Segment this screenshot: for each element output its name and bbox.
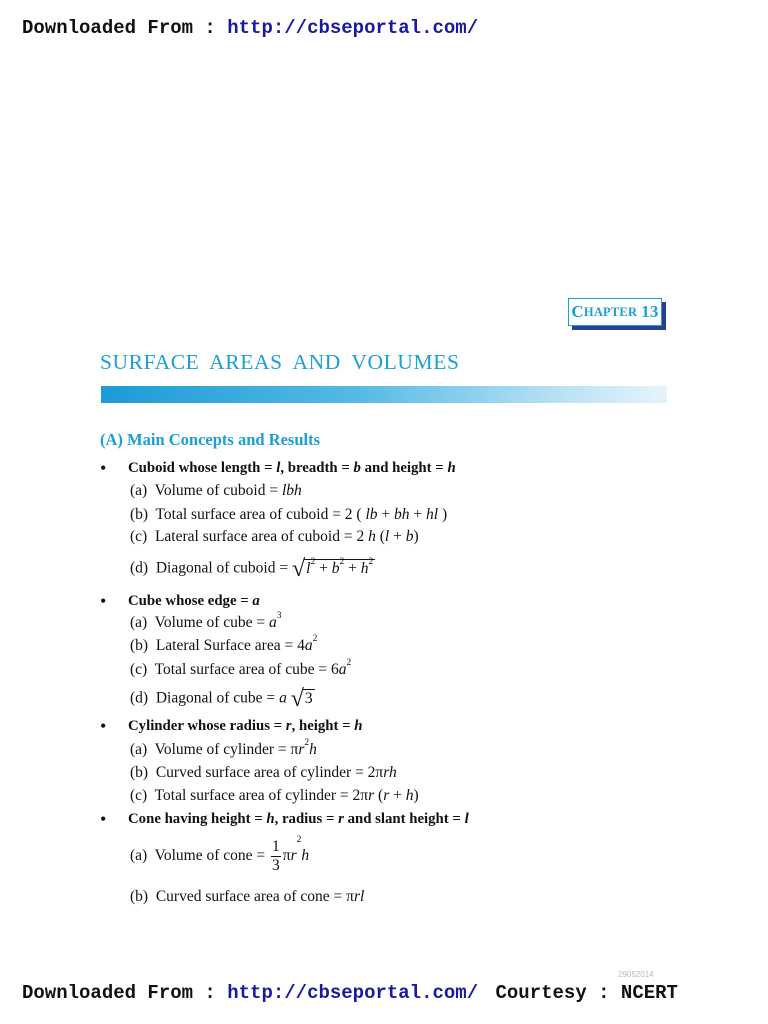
cube-item-d: (d) Diagonal of cube = a √3 <box>130 686 313 712</box>
footer-prefix: Downloaded From : <box>22 982 216 1004</box>
print-stamp: 29052014 <box>618 970 654 979</box>
cuboid-item-a: (a) Volume of cuboid = lbh <box>130 482 302 499</box>
cube-item-b: (b) Lateral Surface area = $4a^2$ <box>130 634 318 654</box>
chapter-label-rest: HAPTER <box>583 304 638 319</box>
chapter-number: 13 <box>641 302 659 321</box>
footer-courtesy: Courtesy : NCERT <box>495 982 678 1004</box>
sqrt-icon: √3 <box>290 686 313 712</box>
group-heading-cuboid: Cuboid whose length = l, breadth = b and height = h <box>128 460 456 476</box>
fraction-one-third: $\frac{1}{3}$ <box>272 838 280 874</box>
page-title: SURFACE AREAS AND VOLUMES <box>100 350 460 374</box>
cone-item-a: (a) Volume of cone = $\frac{1}{3}$ $\pi r^2h$ <box>130 835 310 874</box>
cylinder-item-c: (c) Total surface area of cylinder = 2πr (r + h) <box>130 787 419 804</box>
cube-item-c: (c) Total surface area of cube = $6a^2$ <box>130 658 352 678</box>
sqrt-icon: $√l^2 + b^2 + h^2$ <box>291 556 374 582</box>
bullet-icon: • <box>100 809 107 829</box>
cone-item-b: (b) Curved surface area of cone = πrl <box>130 888 365 905</box>
cube-item-a: (a) Volume of cube = $a^3$ <box>130 611 282 631</box>
download-header <box>22 17 478 39</box>
cylinder-item-a: (a) Volume of cylinder = $\pi r^2h$ <box>130 738 317 758</box>
footer-url-link[interactable]: http://cbseportal.com/ <box>227 982 479 1004</box>
bullet-icon: • <box>100 591 107 611</box>
section-heading: (A) Main Concepts and Results <box>100 430 321 449</box>
bullet-icon: • <box>100 716 107 736</box>
cylinder-item-b: (b) Curved surface area of cylinder = 2πrh <box>130 764 397 781</box>
chapter-badge <box>568 298 662 326</box>
cuboid-item-b: (b) Total surface area of cuboid = 2 ( lb + bh + hl ) <box>130 506 448 523</box>
cuboid-item-d: (d) Diagonal of cuboid = $√l^2 + b^2 + h^2$ <box>130 556 374 582</box>
group-heading-cube: Cube whose edge = a <box>128 593 260 609</box>
bullet-icon: • <box>100 458 107 478</box>
title-gradient-bar <box>101 386 667 403</box>
header-url-link[interactable]: http://cbseportal.com/ <box>227 17 479 39</box>
group-heading-cylinder: Cylinder whose radius = r, height = h <box>128 718 363 734</box>
cuboid-item-c: (c) Lateral surface area of cuboid = 2 h (l + b) <box>130 528 419 545</box>
group-heading-cone: Cone having height = h, radius = r and slant height = l <box>128 811 469 827</box>
download-footer <box>22 982 678 1004</box>
header-prefix: Downloaded From : <box>22 17 216 39</box>
chapter-label-initial: C <box>571 302 584 321</box>
